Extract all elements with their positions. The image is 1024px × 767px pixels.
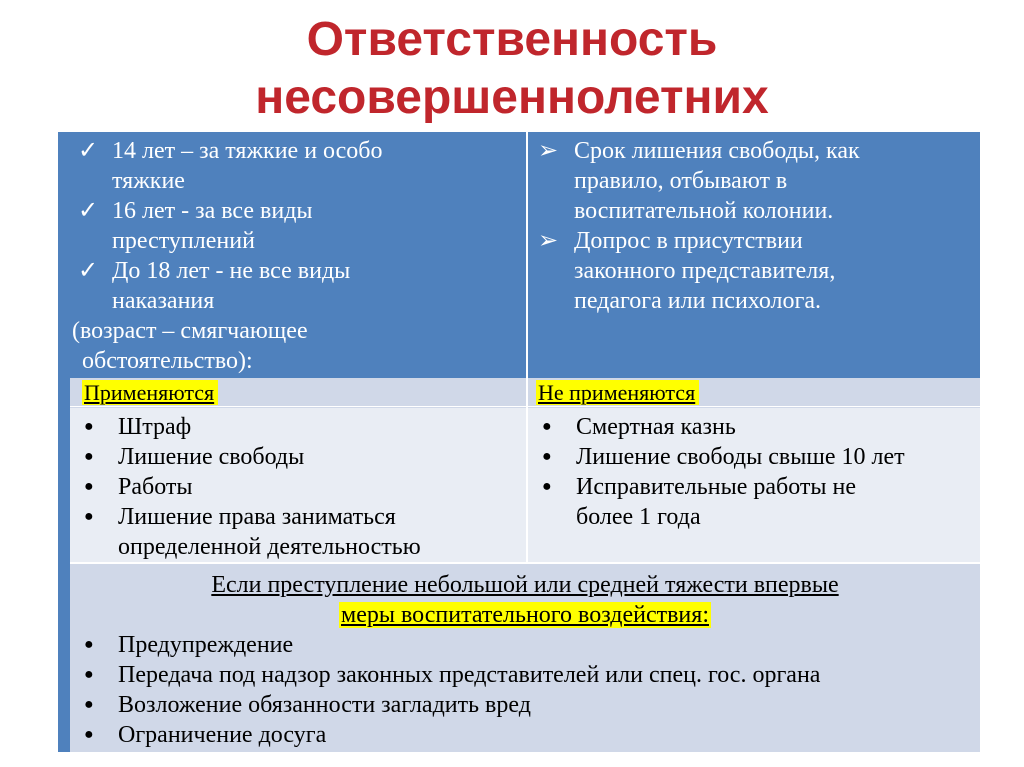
bullet-icon: ● <box>84 696 94 713</box>
bullet-icon: ● <box>84 726 94 743</box>
age-liability-cell <box>70 132 526 378</box>
age-note-cont: обстоятельство): <box>82 348 253 374</box>
list-item: ✓ До 18 лет - не все виды наказания <box>78 258 351 314</box>
age-note: (возраст – смягчающее <box>72 318 308 344</box>
arrow-icon: ➢ <box>538 228 559 254</box>
list-item: ● Исправительные работы не более 1 года <box>542 474 856 530</box>
educational-measures-cell <box>70 564 980 752</box>
left-accent-bar <box>58 132 70 752</box>
list-item: ● Смертная казнь <box>542 414 736 440</box>
bullet-icon: ● <box>84 666 94 683</box>
column-divider <box>526 132 528 562</box>
checkmark-icon: ✓ <box>78 198 99 224</box>
not-applied-list-cell <box>528 408 980 562</box>
title-line-1: Ответственность <box>306 13 718 66</box>
list-item: ● Штраф <box>84 414 192 440</box>
applied-header: Применяются <box>70 378 526 408</box>
responsibility-table <box>58 132 980 752</box>
bullet-icon: ● <box>84 448 94 465</box>
list-item: ● Ограничение досуга <box>84 722 327 748</box>
list-item: ● Лишение свободы <box>84 444 305 470</box>
list-item: ● Лишение свободы свыше 10 лет <box>542 444 905 470</box>
list-item: ● Предупреждение <box>84 632 294 658</box>
list-item: ✓ 14 лет – за тяжкие и особо тяжкие <box>78 138 383 194</box>
list-item: ● Возложение обязанности загладить вред <box>84 692 531 718</box>
arrow-icon: ➢ <box>538 138 559 164</box>
row-divider <box>70 406 980 407</box>
row-divider <box>70 562 980 564</box>
list-item: ● Передача под надзор законных представителей или спец. гос. органа <box>84 662 821 688</box>
bullet-icon: ● <box>84 636 94 653</box>
bullet-icon: ● <box>84 418 94 435</box>
list-item: ➢ Срок лишения свободы, как правило, отбывают в воспитательной колонии. <box>538 138 860 224</box>
checkmark-icon: ✓ <box>78 138 99 164</box>
page-title <box>0 0 1024 132</box>
checkmark-icon: ✓ <box>78 258 99 284</box>
applied-list-cell <box>70 408 526 562</box>
bullet-icon: ● <box>84 478 94 495</box>
procedure-cell <box>528 132 980 378</box>
bullet-icon: ● <box>542 418 552 435</box>
bullet-icon: ● <box>542 478 552 495</box>
first-offence-line: Если преступление небольшой или средней тяжести впервые <box>211 572 839 598</box>
list-item: ● Работы <box>84 474 193 500</box>
list-item: ➢ Допрос в присутствии законного представителя, педагога или психолога. <box>538 228 836 314</box>
bullet-icon: ● <box>542 448 552 465</box>
not-applied-header: Не применяются <box>528 378 980 408</box>
educational-measures-heading: меры воспитательного воздействия: <box>341 602 709 628</box>
list-item: ● Лишение права заниматься определенной деятельностью <box>84 504 421 560</box>
bullet-icon: ● <box>84 508 94 525</box>
title-line-2: несовершеннолетних <box>255 71 769 124</box>
list-item: ✓ 16 лет - за все виды преступлений <box>78 198 313 254</box>
